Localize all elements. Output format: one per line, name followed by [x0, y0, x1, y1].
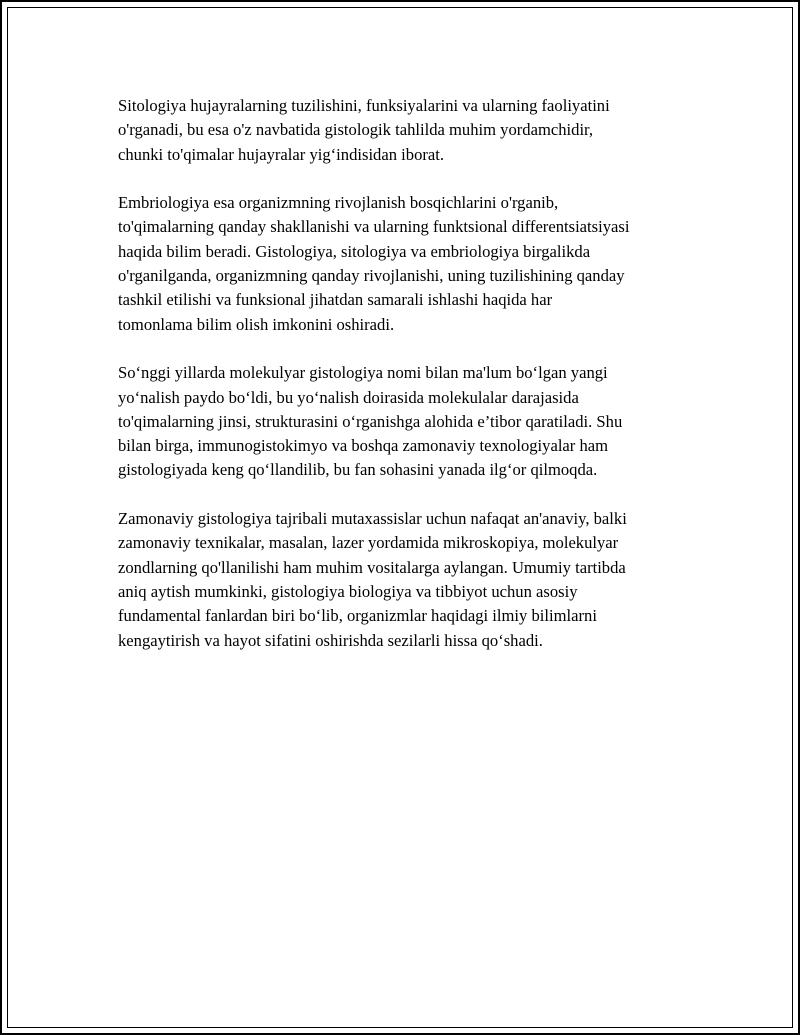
- document-body: [118, 94, 698, 677]
- paragraph-molecular-histology: So‘nggi yillarda molekulyar gistologiya nomi bilan ma'lum bo‘lgan yangi yo‘nalish paydo bo‘ldi, bu yo‘nalish doirasida molekulalar darajasida to'qimalarning jinsi, strukturasini o‘rganishga alohida e’tibor qaratiladi. Shu bilan birga, immunogistokimyo va boshqa zamonaviy texnologiyalar ham gistologiyada keng qo‘llandilib, bu fan sohasini yanada ilg‘or qilmoqda.: [118, 363, 623, 480]
- paragraph-embryology: Embriologiya esa organizmning rivojlanish bosqichlarini o'rganib, to'qimalarning qanday shakllanishi va ularning funktsional differentsiatsiyasi haqida bilim beradi. Gistologiya, sitologiya va embriologiya birgalikda o'rganilganda, organizmning qanday rivojlanishi, uning tuzilishining qanday tashkil etilishi va funksional jihatdan samarali ishlashi haqida har tomonlama bilim olish imkonini oshiradi.: [118, 193, 630, 334]
- paragraph-modern-histology: Zamonaviy gistologiya tajribali mutaxassislar uchun nafaqat an'anaviy, balki zamonaviy texnikalar, masalan, lazer yordamida mikroskopiya, molekulyar zondlarning qo'llanilishi ham muhim vositalarga aylangan. Umumiy tartibda aniq aytish mumkinki, gistologiya biologiya va tibbiyot uchun asosiy fundamental fanlardan biri bo‘lib, organizmlar haqidagi ilmiy bilimlarni kengaytirish va hayot sifatini oshirishda sezilarli hissa qo‘shadi.: [118, 509, 627, 650]
- paragraph-cytology: Sitologiya hujayralarning tuzilishini, funksiyalarini va ularning faoliyatini o'rganadi, bu esa o'z navbatida gistologik tahlilda muhim yordamchidir, chunki to'qimalar hujayralar yig‘indisidan iborat.: [118, 96, 610, 164]
